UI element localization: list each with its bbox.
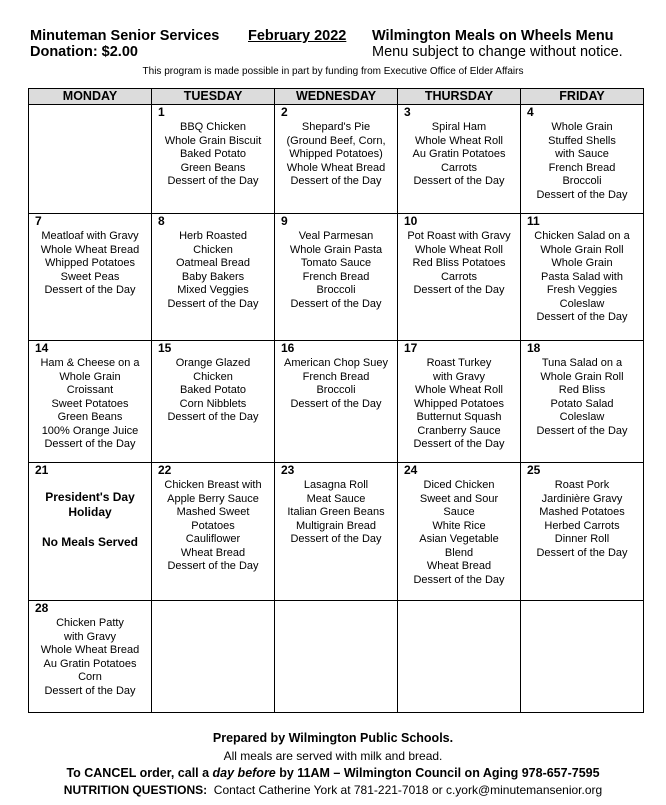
day-number: 1 <box>158 105 165 119</box>
meal-item: Orange Glazed <box>175 357 251 369</box>
day-number: 16 <box>281 341 295 355</box>
day-cell <box>152 341 275 463</box>
day-cell <box>29 105 152 214</box>
meal-item: Jardinière Gravy <box>541 492 623 505</box>
day-cell <box>275 105 398 214</box>
meal-item: Sweet Potatoes <box>51 397 129 410</box>
meal-item: President's Day <box>45 490 135 504</box>
day-cell <box>398 463 521 601</box>
meal-item: Croissant <box>66 384 114 396</box>
meal-item: Dessert of the Day <box>290 297 382 310</box>
day-cell <box>521 105 644 214</box>
meal-item: Fresh Veggies <box>546 284 618 296</box>
day-cell <box>275 214 398 341</box>
day-number: 4 <box>527 105 534 119</box>
meal-item: Whipped Potatoes <box>45 257 135 269</box>
day-number: 28 <box>35 601 49 615</box>
menu-title: Wilmington Meals on Wheels Menu <box>372 28 614 44</box>
meal-item: Dessert of the Day <box>413 438 505 450</box>
meal-item: Whipped Potatoes <box>414 397 504 410</box>
meal-item: Ham & Cheese on a <box>40 357 140 369</box>
day-number: 22 <box>158 463 172 477</box>
day-cell <box>29 214 152 341</box>
meal-item: Dessert of the Day <box>290 397 382 410</box>
meal-items <box>275 356 397 411</box>
meal-items <box>152 478 274 574</box>
week-row <box>29 463 644 601</box>
meal-item: Broccoli <box>316 284 356 296</box>
day-cell <box>152 105 275 214</box>
meal-item: Dessert of the Day <box>536 188 628 201</box>
month-title: February 2022 <box>248 28 347 44</box>
meal-item: Potatoes <box>191 519 235 532</box>
week-row <box>29 214 644 341</box>
meal-item: Whole Wheat Roll <box>414 384 504 396</box>
meal-item: Dessert of the Day <box>167 560 259 572</box>
meal-item: Whole Grain <box>551 257 613 269</box>
meal-item: Dessert of the Day <box>536 546 628 559</box>
meal-items <box>398 229 520 298</box>
meal-item: Whole Grain Biscuit <box>164 134 262 147</box>
meal-item: Baked Potato <box>179 384 247 396</box>
meal-item: Chicken <box>193 243 233 256</box>
meal-item: No Meals Served <box>41 535 139 549</box>
meal-item: Cauliflower <box>185 533 241 545</box>
meal-items <box>398 616 520 617</box>
day-number <box>398 601 520 616</box>
meal-item: Whole Wheat Bread <box>40 243 140 256</box>
meal-item: Butternut Squash <box>416 411 502 423</box>
weekday-header: FRIDAY <box>521 89 644 105</box>
meal-item: Au Gratin Potatoes <box>43 657 137 670</box>
cancel-contact: by 11AM – Wilmington Council on Aging 978-657-7595 <box>275 766 600 780</box>
meal-item: Broccoli <box>316 384 356 396</box>
meal-items <box>29 120 151 121</box>
day-number <box>521 601 643 616</box>
meal-item: French Bread <box>548 161 616 174</box>
nutrition-contact: Contact Catherine York at 781-221-7018 or c.york@minutemansenior.org <box>207 783 603 797</box>
meal-item: Dessert of the Day <box>413 175 505 187</box>
meal-item: Meatloaf with Gravy <box>41 230 139 242</box>
meal-item: (Ground Beef, Corn, <box>286 134 386 147</box>
day-cell <box>152 463 275 601</box>
donation: Donation: $2.00 <box>30 44 138 60</box>
meal-items <box>521 120 643 202</box>
day-number: 14 <box>35 341 49 355</box>
day-cell <box>398 105 521 214</box>
meal-item: Dessert of the Day <box>413 284 505 296</box>
meal-item: Tuna Salad on a <box>541 357 623 369</box>
cancel-text: To CANCEL order, call a <box>66 766 213 780</box>
meal-item: Wheat Bread <box>180 546 246 559</box>
day-cell <box>398 601 521 713</box>
day-number <box>275 601 397 616</box>
meal-item: Dessert of the Day <box>413 573 505 586</box>
meal-item: Apple Berry Sauce <box>167 492 259 505</box>
meal-item: Carrots <box>440 270 478 283</box>
meal-item: Dessert of the Day <box>290 175 382 187</box>
meal-item: Mixed Veggies <box>177 284 249 296</box>
meal-item: Carrots <box>440 161 478 174</box>
meal-item: Shepard's Pie <box>301 121 371 133</box>
day-cell <box>29 341 152 463</box>
meal-item: Baked Potato <box>179 148 247 160</box>
meal-item: with Sauce <box>555 148 609 160</box>
meal-item: Roast Turkey <box>426 357 492 369</box>
meal-item: French Bread <box>302 270 370 283</box>
day-number: 18 <box>527 341 541 355</box>
meal-item: Baby Bakers <box>181 270 245 283</box>
meal-item: Whole Grain Roll <box>540 243 624 256</box>
meal-item: Mashed Sweet <box>176 506 250 518</box>
day-number: 15 <box>158 341 172 355</box>
weekday-header: WEDNESDAY <box>275 89 398 105</box>
meal-item: Chicken Patty <box>56 617 124 629</box>
meal-items <box>521 356 643 438</box>
meal-items <box>275 478 397 547</box>
day-number <box>152 601 274 616</box>
meal-item: Dessert of the Day <box>290 533 382 545</box>
menu-subtitle: Menu subject to change without notice. <box>372 44 623 60</box>
meal-item: Dessert of the Day <box>44 684 136 697</box>
meal-item: Whole Wheat Roll <box>414 243 504 256</box>
meal-item: 100% Orange Juice <box>41 424 139 437</box>
day-cell <box>521 341 644 463</box>
week-row <box>29 105 644 214</box>
meal-items <box>521 616 643 617</box>
meal-items <box>152 229 274 311</box>
day-cell <box>521 463 644 601</box>
day-cell <box>29 601 152 713</box>
meal-items <box>29 356 151 452</box>
meal-item: Oatmeal Bread <box>176 257 250 269</box>
meal-item: Lasagna Roll <box>303 479 369 491</box>
meal-item: Whole Wheat Bread <box>286 161 386 174</box>
meal-item: Dessert of the Day <box>536 424 628 437</box>
meal-item: Diced Chicken <box>423 479 495 491</box>
meal-item: Dessert of the Day <box>44 284 136 296</box>
day-number: 24 <box>404 463 418 477</box>
meal-item: Sauce <box>443 506 475 518</box>
meal-item <box>31 520 149 535</box>
meal-item: Chicken Breast with <box>164 479 262 491</box>
day-number: 9 <box>281 214 288 228</box>
nutrition-note <box>0 783 666 797</box>
meal-items <box>398 478 520 587</box>
meal-item: French Bread <box>302 370 370 383</box>
prepared-by: Prepared by Wilmington Public Schools. <box>212 731 454 745</box>
weekday-header: TUESDAY <box>152 89 275 105</box>
meal-item: Whipped Potatoes) <box>289 148 383 160</box>
meal-item: Red Bliss <box>558 384 606 396</box>
served-note: All meals are served with milk and bread. <box>223 749 443 763</box>
day-cell <box>398 341 521 463</box>
meal-items <box>29 478 151 550</box>
day-cell <box>29 463 152 601</box>
meal-item: Au Gratin Potatoes <box>412 148 506 160</box>
day-cell <box>521 214 644 341</box>
day-cell <box>152 214 275 341</box>
meal-item: with Gravy <box>433 370 485 383</box>
meal-item: White Rice <box>432 519 486 532</box>
day-number: 11 <box>527 214 540 228</box>
meal-item: BBQ Chicken <box>179 121 247 133</box>
cancel-emphasis: day before <box>212 766 276 780</box>
organization-name: Minuteman Senior Services <box>30 28 220 44</box>
funding-note: This program is made possible in part by funding from Executive Office of Elder Affairs <box>142 66 524 77</box>
weekday-header: MONDAY <box>29 89 152 105</box>
meal-item: Wheat Bread <box>426 560 492 572</box>
day-cell <box>521 601 644 713</box>
weekday-header-row <box>29 89 644 105</box>
day-cell <box>152 601 275 713</box>
meal-item: Dessert of the Day <box>44 438 136 450</box>
meal-items <box>275 120 397 189</box>
meal-items <box>152 616 274 617</box>
day-number: 3 <box>404 105 411 119</box>
day-number: 7 <box>35 214 42 228</box>
meal-item: Sweet and Sour <box>419 492 499 505</box>
meal-item: Whole Grain <box>551 121 613 133</box>
meal-item: Asian Vegetable <box>419 533 499 545</box>
meal-item: Whole Wheat Bread <box>40 644 140 656</box>
day-number: 21 <box>35 463 49 477</box>
meal-item: Dessert of the Day <box>167 411 259 423</box>
day-cell <box>275 601 398 713</box>
day-number: 2 <box>281 105 288 119</box>
day-cell <box>275 341 398 463</box>
meal-item: Holiday <box>68 505 112 519</box>
meal-item: with Gravy <box>64 630 116 643</box>
week-row <box>29 341 644 463</box>
meal-item: Spiral Ham <box>431 121 487 133</box>
meal-items <box>275 229 397 311</box>
meal-item: Pasta Salad with <box>541 270 623 283</box>
meal-item: Tomato Sauce <box>300 257 372 269</box>
day-number: 25 <box>527 463 541 477</box>
meal-items <box>398 356 520 452</box>
meal-item: Herb Roasted <box>179 230 247 242</box>
meal-item: Whole Grain Roll <box>540 370 624 383</box>
day-number: 8 <box>158 214 165 228</box>
meal-item: Mashed Potatoes <box>539 506 625 518</box>
meal-item: Blend <box>444 546 474 559</box>
meal-item: Broccoli <box>562 175 602 187</box>
meal-item: Chicken <box>193 370 233 383</box>
meal-items <box>521 478 643 560</box>
meal-items <box>152 120 274 189</box>
day-number: 17 <box>404 341 418 355</box>
meal-item: Green Beans <box>57 411 123 423</box>
meal-item: Meat Sauce <box>306 492 366 505</box>
meal-item: Multigrain Bread <box>295 519 377 532</box>
meal-item: Potato Salad <box>550 397 614 410</box>
week-row <box>29 601 644 713</box>
meal-item: Herbed Carrots <box>544 519 620 532</box>
nutrition-label: NUTRITION QUESTIONS: <box>63 783 208 797</box>
meal-item: Cranberry Sauce <box>417 424 501 437</box>
meal-item: American Chop Suey <box>284 357 388 369</box>
day-cell <box>398 214 521 341</box>
day-cell <box>275 463 398 601</box>
day-number <box>29 105 151 120</box>
meal-item: Whole Grain Pasta <box>289 243 383 256</box>
meal-item: Whole Grain <box>59 370 121 383</box>
meal-items <box>275 616 397 617</box>
meal-items <box>29 229 151 298</box>
weekday-header: THURSDAY <box>398 89 521 105</box>
meal-item: Dessert of the Day <box>167 175 259 187</box>
meal-item: Coleslaw <box>559 411 605 423</box>
meal-item: Dessert of the Day <box>167 297 259 310</box>
meal-item: Coleslaw <box>559 297 605 310</box>
meal-item: Corn <box>78 671 102 683</box>
meal-item: Corn Nibblets <box>179 397 247 410</box>
meal-item: Pot Roast with Gravy <box>407 230 511 242</box>
meal-item: Italian Green Beans <box>287 506 385 518</box>
meal-item: Stuffed Shells <box>548 134 616 147</box>
day-number: 10 <box>404 214 418 228</box>
meal-item: Dinner Roll <box>554 533 610 545</box>
menu-calendar <box>28 88 644 713</box>
meal-items <box>398 120 520 189</box>
meal-item: Sweet Peas <box>60 270 120 283</box>
meal-item: Whole Wheat Roll <box>414 134 504 147</box>
cancel-note <box>0 766 666 780</box>
meal-item: Veal Parmesan <box>298 230 374 242</box>
meal-item: Chicken Salad on a <box>534 230 630 242</box>
meal-items <box>152 356 274 425</box>
meal-item: Dessert of the Day <box>536 311 628 323</box>
meal-items <box>521 229 643 325</box>
meal-item: Green Beans <box>180 161 246 174</box>
meal-item: Red Bliss Potatoes <box>412 257 506 269</box>
day-number: 23 <box>281 463 295 477</box>
meal-item: Roast Pork <box>554 479 610 491</box>
meal-items <box>29 616 151 698</box>
